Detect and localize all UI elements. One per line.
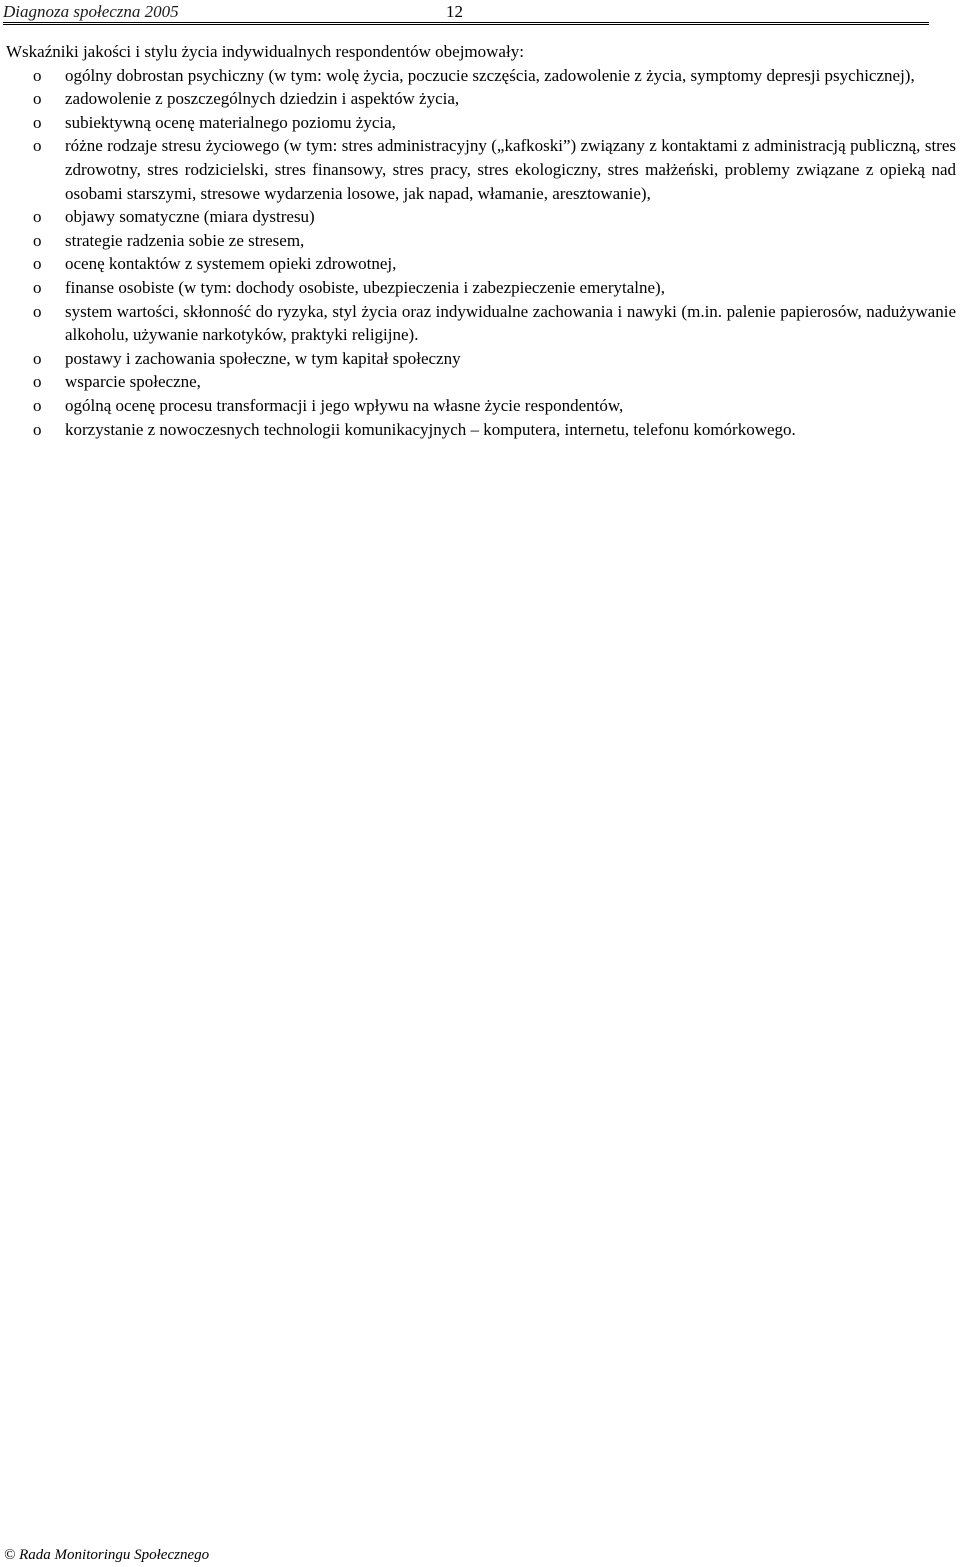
intro-sentence: Wskaźniki jakości i stylu życia indywidualnych respondentów obejmowały: (6, 42, 524, 61)
list-item (6, 252, 956, 276)
bullet-marker: o (33, 301, 42, 321)
bullet-marker: o (33, 112, 42, 132)
list-item-text: objawy somatyczne (miara dystresu) (65, 207, 315, 227)
bullet-marker: o (33, 207, 42, 227)
list-item-text: wsparcie społeczne, (65, 372, 201, 392)
list-item (6, 394, 956, 418)
list-item-text: finanse osobiste (w tym: dochody osobiste, ubezpieczenia i zabezpieczenie emerytalne), (65, 277, 665, 297)
bullet-marker: o (33, 419, 42, 439)
list-item (6, 370, 956, 394)
list-item (6, 87, 956, 111)
bullet-marker: o (33, 65, 42, 85)
list-item-text: system wartości, skłonność do ryzyka, styl życia oraz indywidualne zachowania i nawyki (m.in. palenie papierosów, nadużywanie alkoholu, używanie narkotyków, praktyki religijne). (65, 301, 956, 345)
indicator-list (6, 64, 956, 442)
list-item (6, 205, 956, 229)
list-item-text: postawy i zachowania społeczne, w tym kapitał społeczny (65, 348, 461, 368)
list-item-text: korzystanie z nowoczesnych technologii komunikacyjnych – komputera, internetu, telefonu komórkowego. (65, 419, 796, 439)
list-item (6, 111, 956, 135)
main-content (6, 40, 956, 441)
list-item (6, 276, 956, 300)
page-footer: © Rada Monitoringu Społecznego (4, 1547, 210, 1563)
list-item (6, 64, 956, 88)
bullet-marker: o (33, 254, 42, 274)
list-item-text: subiektywną ocenę materialnego poziomu życia, (65, 112, 396, 132)
list-item (6, 229, 956, 253)
bullet-marker: o (33, 348, 42, 368)
bullet-marker: o (33, 395, 42, 415)
list-item-text: ogólny dobrostan psychiczny (w tym: wolę życia, poczucie szczęścia, zadowolenie z życia, symptomy depresji psychicznej), (65, 65, 915, 85)
bullet-marker: o (33, 372, 42, 392)
list-item (6, 347, 956, 371)
bullet-marker: o (33, 89, 42, 109)
page-number: 12 (446, 2, 463, 21)
running-title: Diagnoza społeczna 2005 (3, 2, 179, 21)
list-item-text: różne rodzaje stresu życiowego (w tym: stres administracyjny („kafkoski”) związany z kontaktami z administracją publiczną, stres zdrowotny, stres rodzicielski, stres finansowy, stres pracy, stres ekologiczny, stres małżeński, problemy związane z opieką nad osobami starszymi, stresowe wydarzenia losowe, jak napad, włamanie, aresztowanie), (65, 136, 956, 203)
list-item (6, 300, 956, 347)
list-item-text: zadowolenie z poszczególnych dziedzin i aspektów życia, (65, 89, 460, 109)
list-item-text: ocenę kontaktów z systemem opieki zdrowotnej, (65, 254, 397, 274)
list-item-text: ogólną ocenę procesu transformacji i jego wpływu na własne życie respondentów, (65, 395, 624, 415)
bullet-marker: o (33, 277, 42, 297)
list-item (6, 134, 956, 205)
list-item-text: strategie radzenia sobie ze stresem, (65, 230, 305, 250)
page-header (3, 2, 929, 23)
bullet-marker: o (33, 230, 42, 250)
bullet-marker: o (33, 136, 42, 156)
list-item (6, 418, 956, 442)
